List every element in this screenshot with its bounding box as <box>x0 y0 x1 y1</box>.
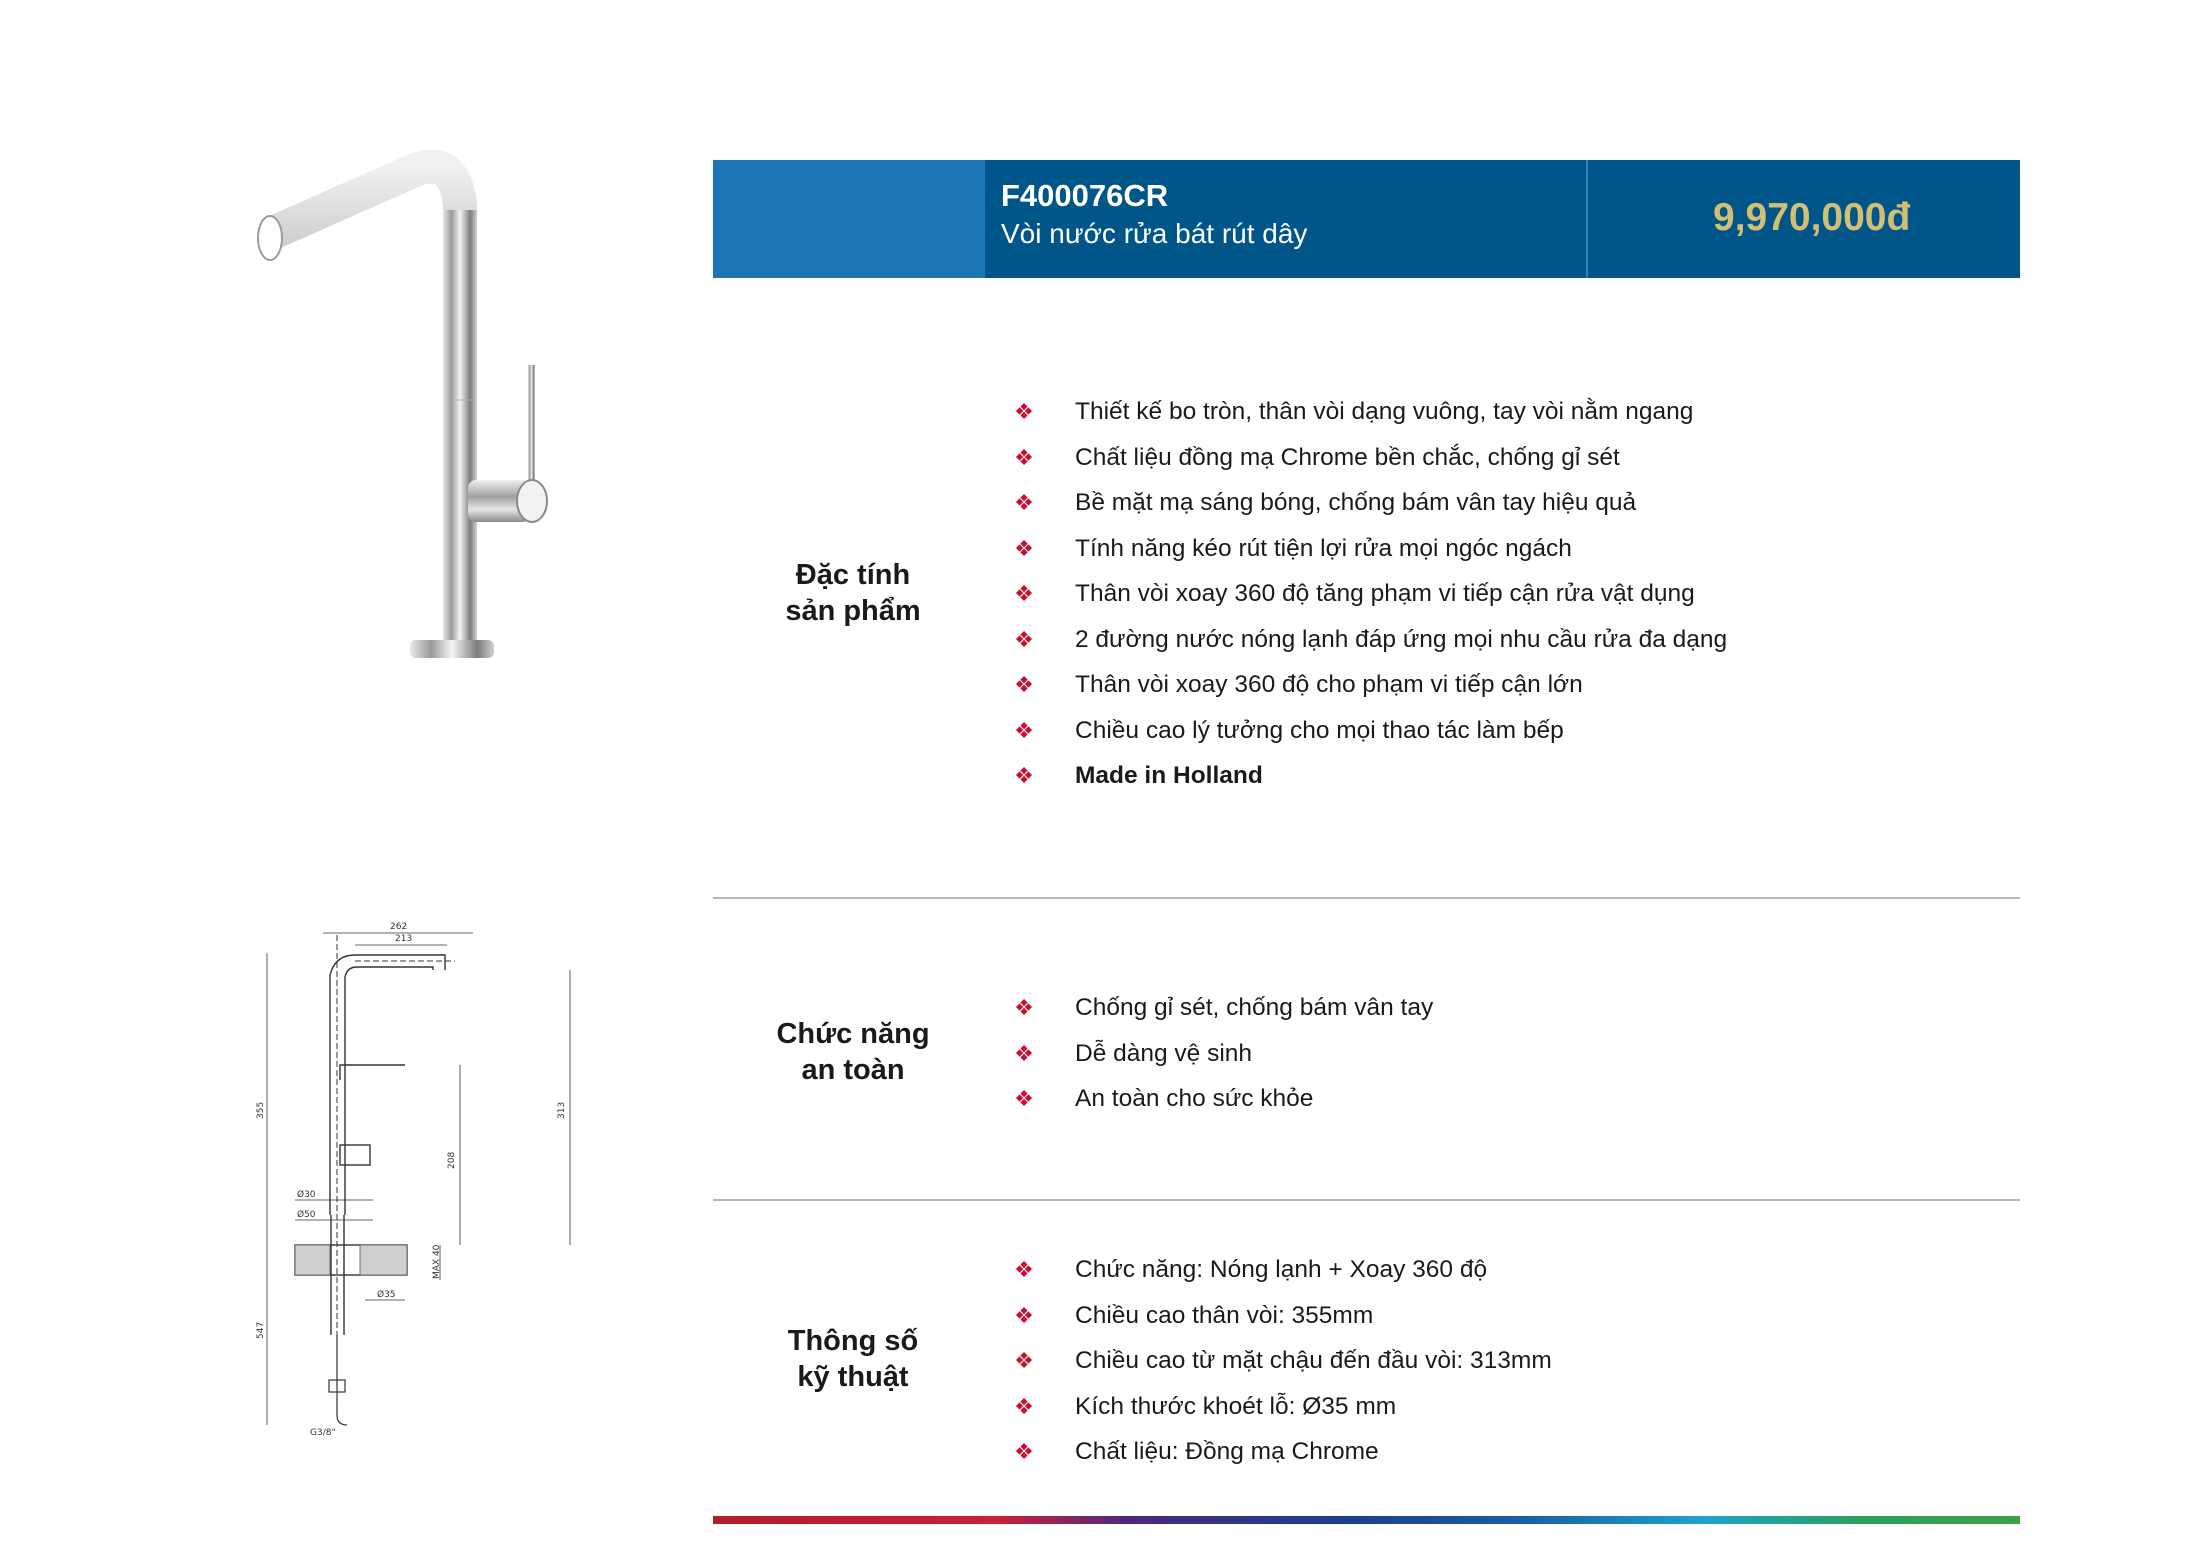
list-item-text: Made in Holland <box>1075 762 1263 789</box>
bullet-icon: ❖ <box>1014 763 1034 788</box>
section-label-line: sản phẩm <box>785 595 921 627</box>
list-item-text: Chiều cao từ mặt chậu đến đầu vòi: 313mm <box>1075 1347 1552 1374</box>
dim-547-label: 547 <box>256 1321 266 1339</box>
list-item-text: Chức năng: Nóng lạnh + Xoay 360 độ <box>1075 1256 1488 1283</box>
bullet-icon: ❖ <box>1014 581 1034 606</box>
bullet-icon: ❖ <box>1014 626 1034 652</box>
list-item-text: Chiều cao thân vòi: 355mm <box>1075 1301 1374 1329</box>
dim-213-label: 213 <box>395 934 413 944</box>
section-label-safety <box>733 1016 973 1088</box>
bullet-icon: ❖ <box>1014 1040 1034 1066</box>
section-label-specs <box>733 1323 973 1395</box>
bullet-icon: ❖ <box>1014 1393 1034 1419</box>
bullet-icon: ❖ <box>1014 995 1034 1020</box>
dim-max40-label: MAX 40 <box>432 1244 442 1279</box>
dim-313-label: 313 <box>557 1101 567 1119</box>
product-header-bar <box>713 160 2020 278</box>
list-item-text: Thân vòi xoay 360 độ tăng phạm vi tiếp cận rửa vật dụng <box>1075 580 1695 607</box>
dim-d30-label: Ø30 <box>297 1190 316 1200</box>
dim-355-label: 355 <box>256 1101 266 1119</box>
section-label-line: Chức năng <box>776 1018 930 1050</box>
list-item-text: Thiết kế bo tròn, thân vòi dạng vuông, tay vòi nằm ngang <box>1075 398 1694 425</box>
bullet-icon: ❖ <box>1014 444 1034 470</box>
list-item-text: Chất liệu đồng mạ Chrome bền chắc, chống gỉ sét <box>1075 443 1620 471</box>
list-item-text: Kích thước khoét lỗ: Ø35 mm <box>1075 1392 1397 1420</box>
list-item-text: Bề mặt mạ sáng bóng, chống bám vân tay hiệu quả <box>1075 489 1637 516</box>
list-item-text: Dễ dàng vệ sinh <box>1075 1039 1253 1067</box>
bullet-icon: ❖ <box>1014 1439 1034 1464</box>
bullet-icon: ❖ <box>1014 399 1034 424</box>
header-divider <box>1586 160 1588 278</box>
product-price: 9,970,000đ <box>1713 196 1911 239</box>
list-item-text: Chất liệu: Đồng mạ Chrome <box>1075 1438 1379 1465</box>
bullet-icon: ❖ <box>1014 717 1034 743</box>
dim-d50-label: Ø50 <box>297 1210 316 1220</box>
dim-d35-label: Ø35 <box>377 1290 396 1300</box>
section-divider <box>713 897 2020 899</box>
dim-208-label: 208 <box>447 1151 457 1169</box>
list-item-text: Tính năng kéo rút tiện lợi rửa mọi ngóc ngách <box>1075 534 1572 562</box>
dim-262-label: 262 <box>390 922 408 932</box>
list-item-text: Thân vòi xoay 360 độ cho phạm vi tiếp cận lớn <box>1075 671 1583 698</box>
list-item-text: Chiều cao lý tưởng cho mọi thao tác làm bếp <box>1075 716 1564 744</box>
product-name: Vòi nước rửa bát rút dây <box>1001 218 1308 249</box>
section-label-line: kỹ thuật <box>797 1361 909 1393</box>
section-label-line: Đặc tính <box>795 559 911 591</box>
footer-color-stripe <box>713 1516 2020 1524</box>
header-accent-block <box>713 160 985 278</box>
bullet-icon: ❖ <box>1014 1086 1034 1111</box>
section-label-line: Thông số <box>787 1325 919 1357</box>
list-item-text: Chống gỉ sét, chống bám vân tay <box>1075 994 1434 1021</box>
bullet-icon: ❖ <box>1014 672 1034 697</box>
bullet-icon: ❖ <box>1014 1302 1034 1328</box>
section-divider <box>713 1199 2020 1201</box>
faucet-technical-drawing <box>255 915 595 1450</box>
bullet-icon: ❖ <box>1014 490 1034 515</box>
list-item-text: 2 đường nước nóng lạnh đáp ứng mọi nhu cầu rửa đa dạng <box>1075 625 1728 653</box>
product-model-code: F400076CR <box>1001 178 1169 213</box>
bullet-icon: ❖ <box>1014 535 1034 561</box>
dim-g38-label: G3/8" <box>310 1428 336 1438</box>
bullet-icon: ❖ <box>1014 1257 1034 1282</box>
section-label-features <box>733 557 973 629</box>
faucet-product-photo <box>250 150 580 660</box>
list-item-text: An toàn cho sức khỏe <box>1075 1085 1314 1112</box>
section-label-line: an toàn <box>801 1054 905 1086</box>
bullet-icon: ❖ <box>1014 1348 1034 1373</box>
